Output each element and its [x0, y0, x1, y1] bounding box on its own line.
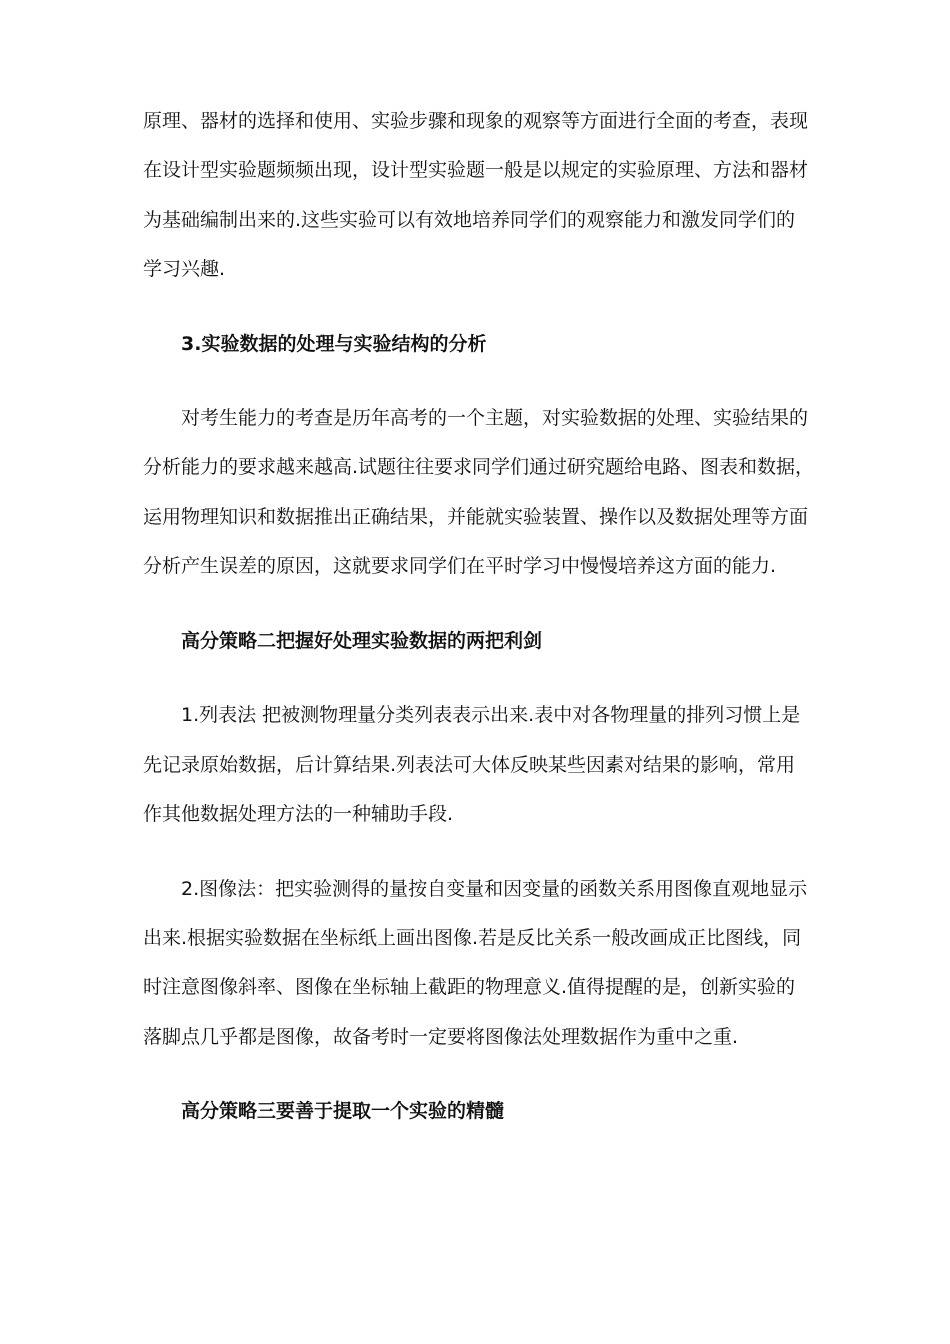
paragraph-line: 1.列表法 把被测物理量分类列表表示出来.表中对各物理量的排列习惯上是: [181, 704, 801, 726]
paragraph-line: 对考生能力的考查是历年高考的一个主题，对实验数据的处理、实验结果的: [181, 407, 809, 429]
strategy-heading: 高分策略二把握好处理实验数据的两把利剑: [181, 630, 543, 652]
section-heading: 3.实验数据的处理与实验结构的分析: [181, 333, 487, 355]
paragraph-line: 原理、器材的选择和使用、实验步骤和现象的观察等方面进行全面的考查，表现: [143, 110, 809, 132]
paragraph-line: 出来.根据实验数据在坐标纸上画出图像.若是反比关系一般改画成正比图线，同: [143, 927, 802, 949]
paragraph-line: 学习兴趣.: [143, 258, 226, 280]
paragraph-line: 分析能力的要求越来越高.试题往往要求同学们通过研究题给电路、图表和数据，: [143, 456, 815, 478]
paragraph-line: 时注意图像斜率、图像在坐标轴上截距的物理意义.值得提醒的是，创新实验的: [143, 976, 796, 998]
paragraph-line: 为基础编制出来的.这些实验可以有效地培养同学们的观察能力和激发同学们的: [143, 209, 796, 231]
paragraph-line: 2.图像法：把实验测得的量按自变量和因变量的函数关系用图像直观地显示: [181, 878, 808, 900]
paragraph-line: 落脚点几乎都是图像，故备考时一定要将图像法处理数据作为重中之重.: [143, 1026, 739, 1048]
paragraph-line: 作其他数据处理方法的一种辅助手段.: [143, 803, 454, 825]
paragraph-line: 先记录原始数据，后计算结果.列表法可大体反映某些因素对结果的影响，常用: [143, 754, 796, 776]
paragraph-line: 分析产生误差的原因，这就要求同学们在平时学习中慢慢培养这方面的能力.: [143, 555, 777, 577]
paragraph-line: 运用物理知识和数据推出正确结果，并能就实验装置、操作以及数据处理等方面: [143, 506, 809, 528]
paragraph-line: 在设计型实验题频频出现，设计型实验题一般是以规定的实验原理、方法和器材: [143, 159, 809, 181]
strategy-heading: 高分策略三要善于提取一个实验的精髓: [181, 1100, 505, 1122]
